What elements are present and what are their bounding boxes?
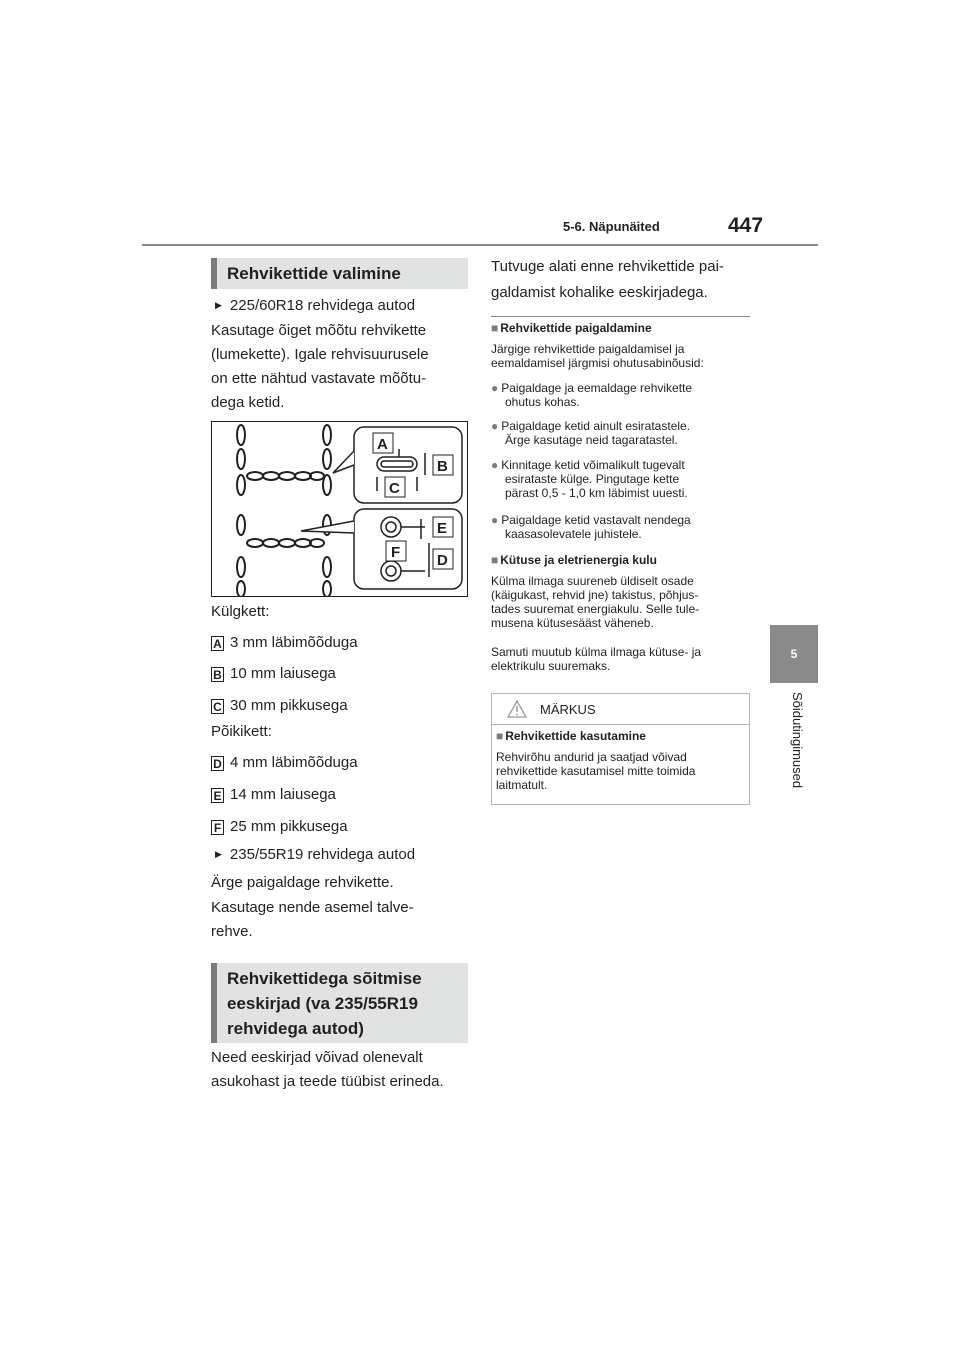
line: Ärge kasutage neid tagaratastel. <box>505 433 678 447</box>
spec-c <box>211 694 348 718</box>
tire-size-2-text: 235/55R19 rehvidega autod <box>229 846 416 863</box>
line: musena kütusesääst väheneb. <box>491 616 654 630</box>
line: Need eeskirjad võivad olenevalt <box>211 1049 423 1066</box>
spec-d-text: 4 mm läbimõõduga <box>230 754 358 771</box>
heading-line: Rehvikettidega sõitmise <box>227 969 422 988</box>
tire-chain-figure <box>211 421 468 597</box>
figure-label-e: E <box>437 520 448 537</box>
line: Samuti muutub külma ilmaga kütuse- ja <box>491 645 702 659</box>
tire-size-1 <box>215 294 415 319</box>
divider <box>491 316 750 317</box>
subheading-text: Rehvikettide paigaldamine <box>500 321 652 335</box>
bullet-dot-icon: ● <box>491 381 499 395</box>
spec-b-text: 10 mm laiusega <box>230 665 336 682</box>
line: Kasutage õiget mõõtu rehvikette <box>211 322 427 339</box>
spec-b <box>211 662 336 686</box>
figure-label-b: B <box>437 458 448 475</box>
line: kaasasolevatele juhistele. <box>505 527 642 541</box>
bullet-4 <box>491 513 691 541</box>
section-heading-driving-rules <box>211 963 468 1043</box>
subheading-fuel <box>491 553 657 567</box>
label-c-box: C <box>211 699 224 714</box>
tire-size-1-text: 225/60R18 rehvidega autod <box>229 297 416 314</box>
line: (käigukast, rehvid jne) takistus, põhjus- <box>491 588 699 602</box>
bullet-2 <box>491 419 690 447</box>
line: asukohast ja teede tüübist erineda. <box>211 1073 444 1090</box>
spec-f <box>211 815 348 839</box>
intro-paragraph <box>491 254 724 306</box>
figure-label-c: C <box>389 480 400 497</box>
square-bullet-icon: ■ <box>491 321 499 335</box>
figure-label-f: F <box>391 544 401 561</box>
bullet-dot-icon: ● <box>491 513 499 527</box>
label-d-box: D <box>211 756 224 771</box>
line: Paigaldage ketid ainult esiratastele. <box>501 419 691 433</box>
spec-a-text: 3 mm läbimõõduga <box>230 634 358 651</box>
line: ohutus kohas. <box>505 395 580 409</box>
spec-e-text: 14 mm laiusega <box>230 786 336 803</box>
header-rule <box>142 244 818 246</box>
line: Paigaldage ja eemaldage rehvikette <box>501 381 693 395</box>
warning-triangle-icon <box>507 700 527 718</box>
chapter-label: Sõidutingimused <box>790 692 805 789</box>
label-b-box: B <box>211 667 224 682</box>
line: eemaldamisel järgmisi ohutusabinõusid: <box>491 356 704 370</box>
line: esirataste külge. Pingutage kette <box>505 472 680 486</box>
figure-label-a: A <box>377 436 388 453</box>
spec-d <box>211 751 358 775</box>
line: tades suuremat energiakulu. Selle tule- <box>491 602 700 616</box>
line: Paigaldage ketid vastavalt nendega <box>501 513 691 527</box>
paragraph-4 <box>211 1046 444 1094</box>
spec-a <box>211 631 358 655</box>
spec-e <box>211 783 336 807</box>
paragraph-1 <box>211 319 429 415</box>
notice-box <box>491 693 750 805</box>
line: Külma ilmaga suureneb üldiselt osade <box>491 574 694 588</box>
line: rehve. <box>211 923 253 940</box>
tire-size-2 <box>215 843 415 868</box>
fuel-paragraph-2 <box>491 645 701 673</box>
line: dega ketid. <box>211 394 285 411</box>
section-heading-chain-selection <box>211 258 468 289</box>
page-number: 447 <box>728 214 764 237</box>
line: on ette nähtud vastavate mõõtu- <box>211 370 427 387</box>
bullet-dot-icon: ● <box>491 419 499 433</box>
paragraph-2: Ärge paigaldage rehvikette. <box>211 874 394 891</box>
bullet-dot-icon: ● <box>491 458 499 472</box>
line: laitmatult. <box>496 778 548 792</box>
notice-subheading <box>496 729 646 743</box>
notice-subheading-text: Rehvikettide kasutamine <box>505 729 646 743</box>
line: Kasutage nende asemel talve- <box>211 899 414 916</box>
line: elektrikulu suuremaks. <box>491 659 611 673</box>
line: galdamist kohalike eeskirjadega. <box>491 284 708 301</box>
cross-chain-label: Põikikett: <box>211 723 272 740</box>
notice-text <box>496 750 695 792</box>
label-a-box: A <box>211 636 224 651</box>
line: Rehvirõhu andurid ja saatjad võivad <box>496 750 687 764</box>
line: Järgige rehvikettide paigaldamisel ja <box>491 342 685 356</box>
label-f-box: F <box>211 820 224 835</box>
fuel-paragraph-1 <box>491 574 699 630</box>
chapter-tab[interactable]: 5 <box>770 625 818 683</box>
installation-intro <box>491 342 704 370</box>
line: pärast 0,5 - 1,0 km läbimist uuesti. <box>505 486 688 500</box>
subheading-text: Kütuse ja eletrienergia kulu <box>500 553 657 567</box>
notice-title: MÄRKUS <box>540 702 596 717</box>
square-bullet-icon: ■ <box>496 729 504 743</box>
spec-f-text: 25 mm pikkusega <box>230 818 348 835</box>
subheading-installation <box>491 321 652 335</box>
line: (lumekette). Igale rehvisuurusele <box>211 346 429 363</box>
paragraph-3 <box>211 896 414 944</box>
label-e-box: E <box>211 788 224 803</box>
line: Tutvuge alati enne rehvikettide pai- <box>491 258 724 275</box>
square-bullet-icon: ■ <box>491 553 499 567</box>
line: rehvikettide kasutamisel mitte toimida <box>496 764 696 778</box>
figure-label-d: D <box>437 552 448 569</box>
heading-line: eeskirjad (va 235/55R19 <box>227 994 418 1013</box>
bullet-1 <box>491 381 692 409</box>
heading-line: rehvidega autod) <box>227 1019 364 1038</box>
bullet-3 <box>491 458 688 500</box>
line: Kinnitage ketid võimalikult tugevalt <box>501 458 685 472</box>
heading-text: Rehvikettide valimine <box>227 264 401 283</box>
spec-c-text: 30 mm pikkusega <box>230 697 348 714</box>
notice-header <box>492 694 749 725</box>
side-chain-label: Külgkett: <box>211 603 270 620</box>
section-title: 5-6. Näpunäited <box>563 219 660 234</box>
